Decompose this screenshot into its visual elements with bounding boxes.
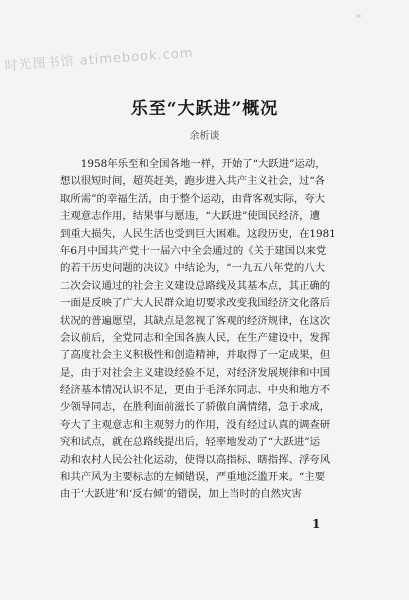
text-line: 和共产风为主要标志的左倾错误，严重地泛滥开来。“主要: [60, 471, 326, 484]
text-line: 的若干历史问题的决议》中结论为，“一九五八年党的八大: [60, 262, 326, 275]
author-name: 余析谈: [189, 131, 220, 142]
text-line: 到重大损失，人民生活也受到巨大困难。这段历史，在1981: [60, 227, 336, 240]
text-line: 究和试点，就在总路线提出后，轻率地发动了“大跃进”运: [60, 436, 320, 449]
text-line: 取所需”的幸福生活，由于整个运动，由背客观实际，夸大: [60, 192, 326, 205]
watermark: 时光图书馆 atimebook.com: [4, 45, 194, 74]
text-line: 是，由于对社会主义建设经验不足，对经济发展规律和中国: [60, 366, 331, 379]
text-line: 动和农村人民公社化运动，使得以高指标、瞎指挥、浮夸风: [60, 453, 331, 466]
text-line: 一面是反映了广大人民群众迫切要求改变我国经济文化落后: [60, 297, 331, 310]
text-line: 夸大了主观意志和主观努力的作用，没有经过认真的调查研: [60, 418, 331, 431]
body-text: [60, 156, 352, 504]
text-line: 了高度社会主义积极性和创造精神，并取得了一定成果，但: [60, 349, 331, 362]
text-line: 由于‘大跃进’和‘反右倾’的错误，加上当时的自然灾害: [60, 488, 302, 501]
page-number: 1: [312, 517, 321, 531]
text-line: 年6月中国共产党十一届六中全会通过的《关于建国以来党: [60, 244, 327, 257]
text-line: 状况的普遍愿望，其缺点是忽视了客观的经济规律，在这次: [60, 314, 331, 327]
text-line: 二次会议通过的社会主义建设总路线及其基本点，其正确的: [60, 279, 331, 292]
text-line: 主观意志作用，结果事与愿违，“大跃进”使国民经济，遭: [60, 210, 320, 223]
article-title: 乐至“大跃进”概况: [130, 99, 279, 119]
text-line: 少领导同志，在胜利面前滋长了骄傲自满情绪，急于求成，: [60, 401, 331, 414]
text-line: 1958年乐至和全国各地一样，开始了“大跃进”运动，: [60, 158, 326, 170]
scan-smudge: [356, 14, 361, 18]
text-line: 想以很短时间，超英赶美，跑步进入共产主义社会，过“各: [60, 175, 326, 188]
text-line: 经济基本情况认识不足，更由于毛泽东同志、中央和地方不: [60, 384, 331, 397]
text-line: 会议前后，全党同志和全国各族人民，在生产建设中，发挥: [60, 331, 331, 344]
